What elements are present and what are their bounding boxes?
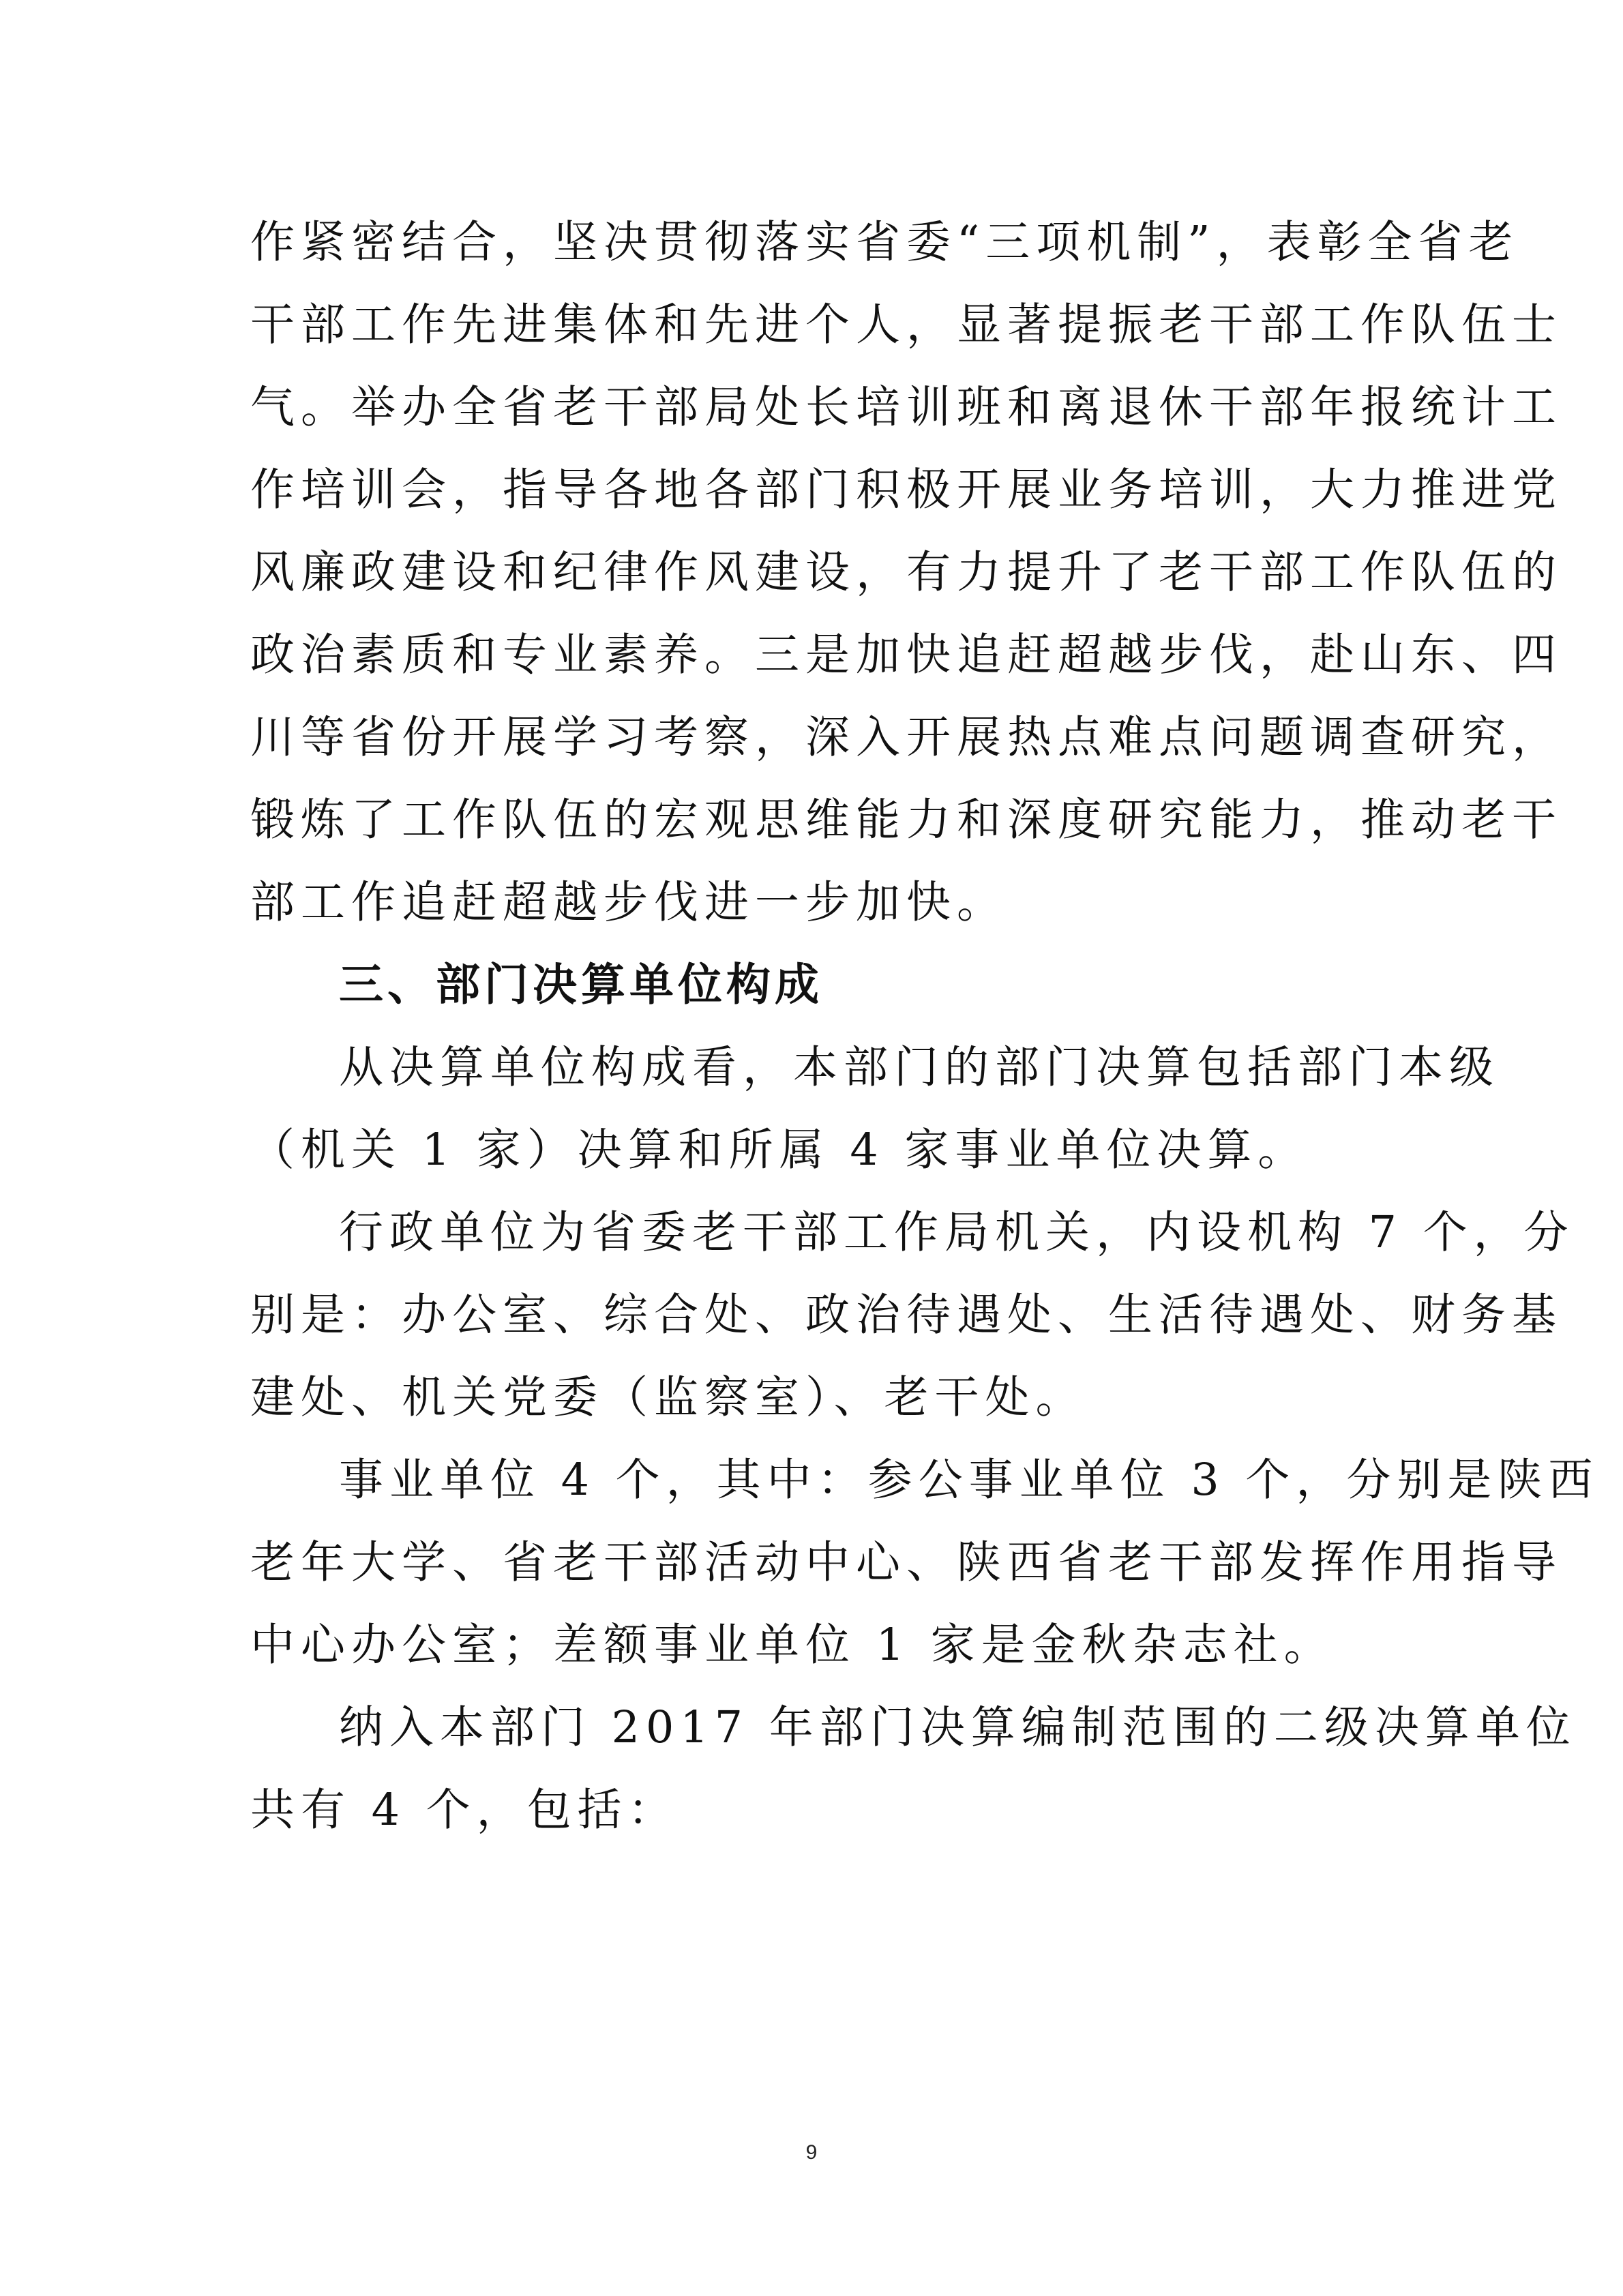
text-line: 事业单位 4 个，其中：参公事业单位 3 个，分别是陕西	[339, 1455, 1599, 1506]
text-line: 从决算单位构成看，本部门的部门决算包括部门本级	[339, 1042, 1500, 1093]
text-line: 别是：办公室、综合处、政治待遇处、生活待遇处、财务基	[250, 1289, 1563, 1341]
paragraph-unit-composition	[250, 1026, 1500, 1191]
text-line: 政治素质和专业素养。三是加快追赶超越步伐，赴山东、四	[250, 629, 1563, 681]
page-body	[250, 201, 1599, 1851]
text-line: 部工作追赶超越步伐进一步加快。	[250, 877, 1008, 928]
text-line: 干部工作先进集体和先进个人，显著提振老干部工作队伍士	[250, 299, 1563, 351]
page-number: 9	[805, 2141, 818, 2164]
text-line: 气。举办全省老干部局处长培训班和离退休干部年报统计工	[250, 382, 1563, 433]
text-line: 老年大学、省老干部活动中心、陕西省老干部发挥作用指导	[250, 1537, 1563, 1588]
text-line: 中心办公室；差额事业单位 1 家是金秋杂志社。	[250, 1620, 1335, 1671]
section-heading: 三、部门决算单位构成	[339, 959, 824, 1011]
text-line: 作紧密结合，坚决贯彻落实省委“三项机制”，表彰全省老	[250, 217, 1519, 268]
paragraph-public-institutions	[250, 1439, 1599, 1686]
text-line: 锻炼了工作队伍的宏观思维能力和深度研究能力，推动老干	[250, 794, 1563, 846]
paragraph-secondary-units	[250, 1686, 1577, 1851]
paragraph-work-summary	[250, 201, 1563, 944]
text-line: 共有 4 个，包括：	[250, 1785, 679, 1836]
text-line: 作培训会，指导各地各部门积极开展业务培训，大力推进党	[250, 464, 1563, 516]
text-line: 行政单位为省委老干部工作局机关，内设机构 7 个，分	[339, 1207, 1575, 1258]
text-line: 风廉政建设和纪律作风建设，有力提升了老干部工作队伍的	[250, 547, 1563, 598]
text-line: （机关 1 家）决算和所属 4 家事业单位决算。	[250, 1124, 1309, 1176]
text-line: 纳入本部门 2017 年部门决算编制范围的二级决算单位	[339, 1702, 1577, 1753]
text-line: 建处、机关党委（监察室）、老干处。	[250, 1372, 1086, 1423]
paragraph-administrative-unit	[250, 1191, 1575, 1439]
text-line: 川等省份开展学习考察，深入开展热点难点问题调查研究，	[250, 712, 1563, 763]
